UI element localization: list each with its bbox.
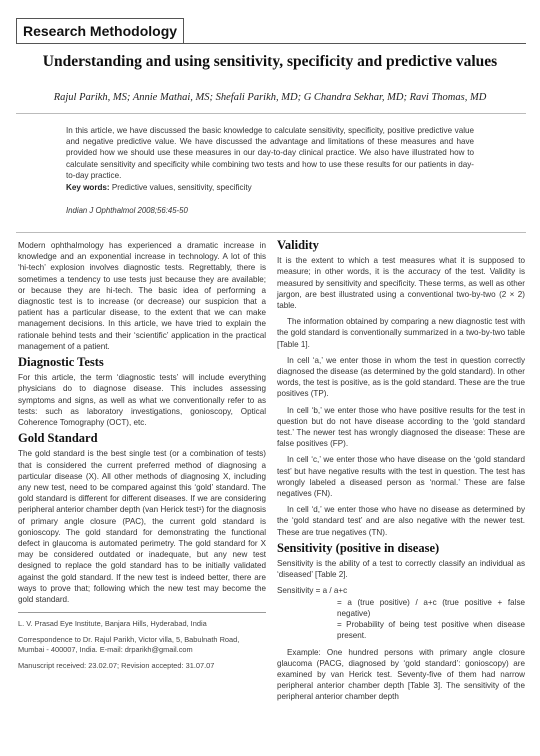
keywords (66, 183, 474, 192)
section-tag: Research Methodology (16, 18, 184, 44)
cell-a-paragraph: In cell ‘a,’ we enter those in whom the test in question correctly diagnosed the disease (as determined by the gold standard). In other words, the test is positive, as is the gold standard. These are the true positives (TP). (277, 355, 525, 399)
intro-paragraph: Modern ophthalmology has experienced a dramatic increase in knowledge and an exponential increase in technology. A lot of this ‘hi-tech’ explosion involves diagnostic tests. Regrettably, there is sometimes a tendency to use tests just because they are available; or because they are hi-tech. The basic idea of performing a diagnostic test is to increase (or decrease) our suspicion that a patient has a particular disease, to the extent that we can make management decisions. In this article, we have tried to explain the rationale behind tests and their ‘scientific’ application in the practical management of a patient. (18, 241, 266, 351)
cell-b-paragraph: In cell ‘b,’ we enter those who have positive results for the test in question but do not have disease according to the ‘gold standard test.’ The newer test has wrongly diagnosed the disease: These are false positives (FP). (277, 405, 525, 449)
correspondence: Correspondence to Dr. Rajul Parikh, Victor villa, 5, Babulnath Road, Mumbai - 400007, India. E-mail: drparikh@gmail.com (18, 635, 240, 655)
manuscript-dates: Manuscript received: 23.02.07; Revision accepted: 31.07.07 (18, 661, 215, 671)
heading-sensitivity: Sensitivity (positive in disease) (277, 540, 440, 555)
cell-d-paragraph: In cell ‘d,’ we enter those who have no disease as determined by the ‘gold standard test’ and are also negative with the newer test. These are true negatives (TN). (277, 505, 525, 537)
cell-c-paragraph: In cell ‘c,’ we enter those who have disease on the ‘gold standard test’ but have negative results with the test in question. The test has wrongly labeled a diseased person as ‘normal.’ These are false negatives (FN). (277, 455, 525, 499)
citation: Indian J Ophthalmol 2008;56:45-50 (66, 206, 188, 215)
sensitivity-formula (277, 585, 525, 641)
diagnostic-tests-paragraph: For this article, the term ‘diagnostic tests’ will include everything physicians do to diagnose disease. This includes assessing symptoms and signs, as well as what we conventionally refer to as tests: such as laboratory investigations, gonioscopy, Optical Coherence Tomography (OCT), etc. (18, 373, 266, 428)
formula-line: Sensitivity = a / a+c (277, 586, 348, 596)
section-header-bar (16, 18, 526, 44)
right-column (277, 240, 525, 708)
divider (16, 232, 526, 233)
keywords-label: Key words: (66, 183, 110, 192)
heading-gold-standard: Gold Standard (18, 431, 98, 446)
keywords-text: Predictive values, sensitivity, specificity (111, 183, 252, 192)
example-paragraph: Example: One hundred persons with primary angle closure glaucoma (PACG, diagnosed by ‘gold standard’: gonioscopy) are examined by van Herick test. Seventy-five of them had narrow peripheral anterior chamber depth [Table 3]. The sensitivity of the peripheral anterior chamber depth (277, 647, 525, 702)
divider (16, 113, 526, 114)
validity-paragraph: The information obtained by comparing a new diagnostic test with the gold standard is conventionally summarized in a two-by-two table [Table 1]. (277, 317, 525, 349)
sensitivity-paragraph: Sensitivity is the ability of a test to correctly classify an individual as ‘diseased’ [Table 2]. (277, 559, 525, 580)
article-title: Understanding and using sensitivity, specificity and predictive values (42, 53, 498, 70)
formula-line: = a (true positive) / a+c (true positive + false negative) (337, 597, 525, 618)
footnote-divider (18, 612, 266, 613)
heading-diagnostic-tests: Diagnostic Tests (18, 355, 104, 370)
gold-standard-paragraph: The gold standard is the best single test (or a combination of tests) that is considered the current preferred method of diagnosing a particular disease (X). All other methods of diagnosing X, including any new test, need to be compared against this ‘gold’ standard. The gold standard is different for different diseases. If we are considering peripheral anterior chamber depth (van Herick test¹) for the diagnosis of primary angle closure (PAC), the current gold standard is gonioscopy. The gold standard for demonstrating the functional defect in glaucoma is automated perimetry. The gold standard for X may be considered outdated or inadequate, but any new test designed to replace the gold standard has to be initially validated against the gold standard. If the new test is indeed better, there are ways to prove that; following which the new test may become the gold standard. (18, 449, 266, 605)
formula-line: = Probability of being test positive when disease present. (337, 620, 525, 641)
heading-validity: Validity (277, 238, 319, 252)
validity-paragraph: It is the extent to which a test measures what it is supposed to measure; in other words, it is the accuracy of the test. Validity is measured by sensitivity and specificity. These terms, as well as other jargon, are best illustrated using a conventional two-by-two (2 × 2) table. (277, 256, 525, 311)
affiliation: L. V. Prasad Eye Institute, Banjara Hills, Hyderabad, India (18, 619, 207, 629)
abstract: In this article, we have discussed the basic knowledge to calculate sensitivity, specificity, positive predictive value and negative predictive value. We have discussed the advantage and limitations of these measures and have provided how we should use these measures in our day-to-day clinical practice. We also have illustrated how to calculate sensitivity and specificity while combining two tests and how to use these results for our patients in day-to-day practice. (66, 126, 474, 180)
left-column (18, 240, 266, 677)
author-list: Rajul Parikh, MS; Annie Mathai, MS; Shefali Parikh, MD; G Chandra Sekhar, MD; Ravi Thomas, MD (53, 92, 487, 103)
